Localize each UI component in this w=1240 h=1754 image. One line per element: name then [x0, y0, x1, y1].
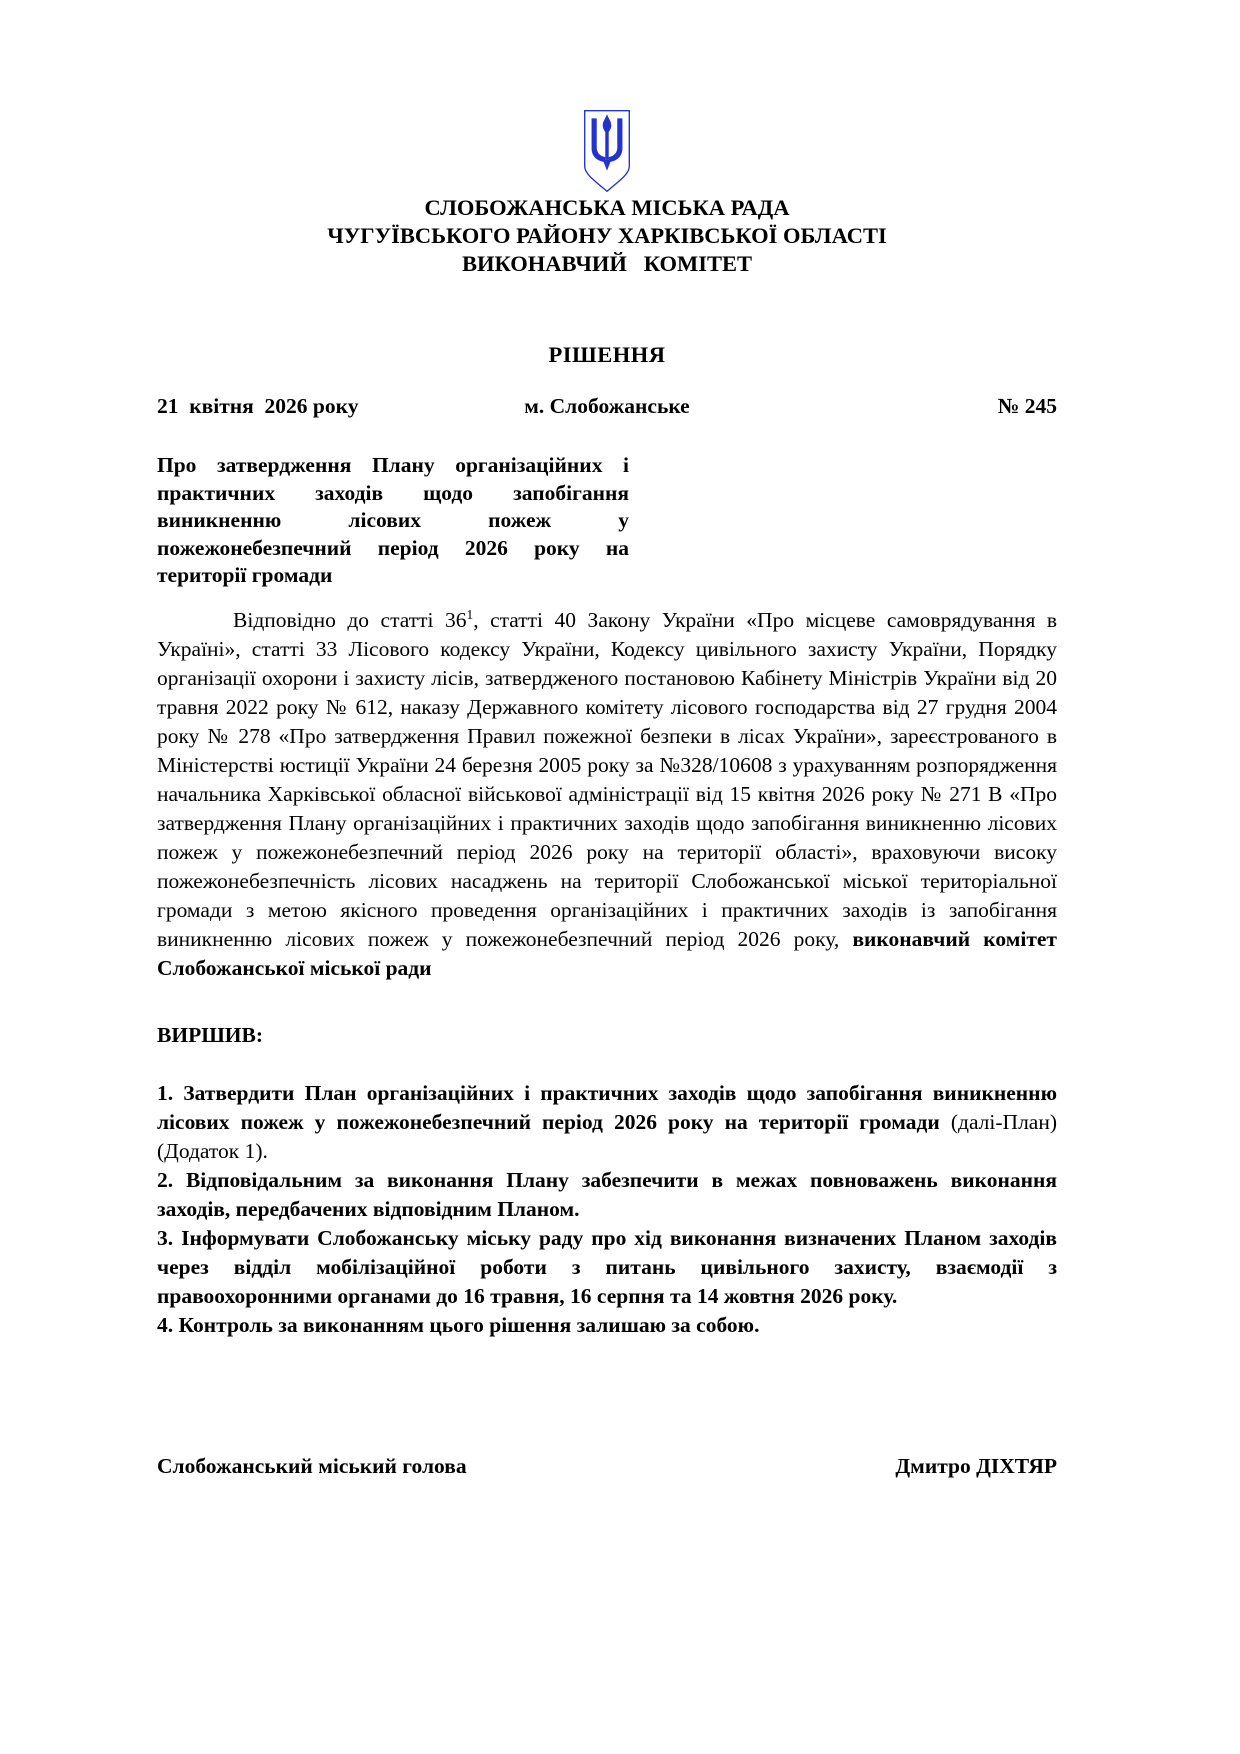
meta-row: [157, 394, 1057, 419]
preamble-text-start: Відповідно до статті 36: [233, 607, 467, 632]
decree-title: Про затвердження Плану організаційних і практичних заходів щодо запобігання виникненню лісових пожеж у пожежонебезпечний період 2026 року на території громади: [157, 453, 629, 587]
org-name-line-1: СЛОБОЖАНСЬКА МІСЬКА РАДА: [424, 195, 790, 220]
decree-date: 21 квітня 2026 року: [157, 394, 359, 418]
decree-item-2-bold-text: 2. Відповідальним за виконання Плану забезпечити в межах повноважень виконання заходів, передбачених відповідним Планом.: [157, 1167, 1057, 1221]
preamble-text-main: , статті 40 Закону України «Про місцеве самоврядування в Україні», статті 33 Лісового кодексу України, Кодексу цивільного захисту України, Порядку організації охорони і захисту лісів, затвердженого постановою Кабінету Міністрів України від 20 травня 2022 року № 612, наказу Державного комітету лісового господарства від 27 грудня 2004 року № 278 «Про затвердження Правил пожежної безпеки в лісах України», зареєстрованого в Міністерстві юстиції України 24 березня 2005 року за №328/10608 з урахуванням розпорядження начальника Харківської обласної військової адміністрації від 15 квітня 2026 року № 271 В «Про затвердження Плану організаційних і практичних заходів щодо запобігання виникненню лісових пожеж у пожежонебезпечний період 2026 року на території області», враховуючи високу пожежонебезпечність лісових насаджень на території Слобожанської міської територіальної громади з метою якісного проведення організаційних і практичних заходів із запобігання виникненню лісових пожеж у пожежонебезпечний період 2026 року,: [157, 607, 1057, 951]
signature-position: Слобожанський міський голова: [157, 1453, 467, 1478]
resolved-heading: ВИРШИВ:: [157, 1022, 264, 1047]
decree-item-1-bold-text: 1. Затвердити План організаційних і практичних заходів щодо запобігання виникненню лісових пожеж у пожежонебезпечний період 2026 року на території громади: [157, 1080, 1057, 1134]
signature-row: [157, 1454, 1057, 1479]
ukraine-trident-coat-of-arms-icon: [577, 108, 637, 194]
preamble-superscript: 1: [466, 606, 474, 622]
decree-preamble: [157, 606, 1057, 983]
decree-item-4-bold-text: 4. Контроль за виконанням цього рішення залишаю за собою.: [157, 1312, 760, 1337]
decree-item-2: [157, 1166, 1057, 1224]
emblem-container: [157, 108, 1057, 194]
org-name-line-2: ЧУГУЇВСЬКОГО РАЙОНУ ХАРКІВСЬКОЇ ОБЛАСТІ: [327, 223, 887, 248]
decree-item-1-normal-text: (далі-План) (Додаток 1).: [157, 1109, 1057, 1163]
org-name-line-3: ВИКОНАВЧИЙ КОМІТЕТ: [461, 251, 753, 276]
signature-name: Дмитро ДІХТЯР: [895, 1453, 1057, 1478]
decree-item-3-bold-text: 3. Інформувати Слобожанську міську раду про хід виконання визначених Планом заходів через відділ мобілізаційної роботи з питань цивільного захисту, взаємодії з правоохоронними органами до 16 травня, 16 серпня та 14 жовтня 2026 року.: [157, 1225, 1057, 1308]
decree-item-4: [157, 1311, 1057, 1340]
decree-number: № 245: [997, 394, 1057, 418]
decree-items-list: [157, 1079, 1057, 1340]
document-type-heading: РІШЕННЯ: [548, 342, 666, 367]
decree-place: м. Слобожанське: [524, 394, 690, 418]
decree-item-1: [157, 1079, 1057, 1166]
preamble-text-bold: виконавчий комітет Слобожанської міської ради: [157, 926, 1057, 980]
decree-item-3: [157, 1224, 1057, 1311]
